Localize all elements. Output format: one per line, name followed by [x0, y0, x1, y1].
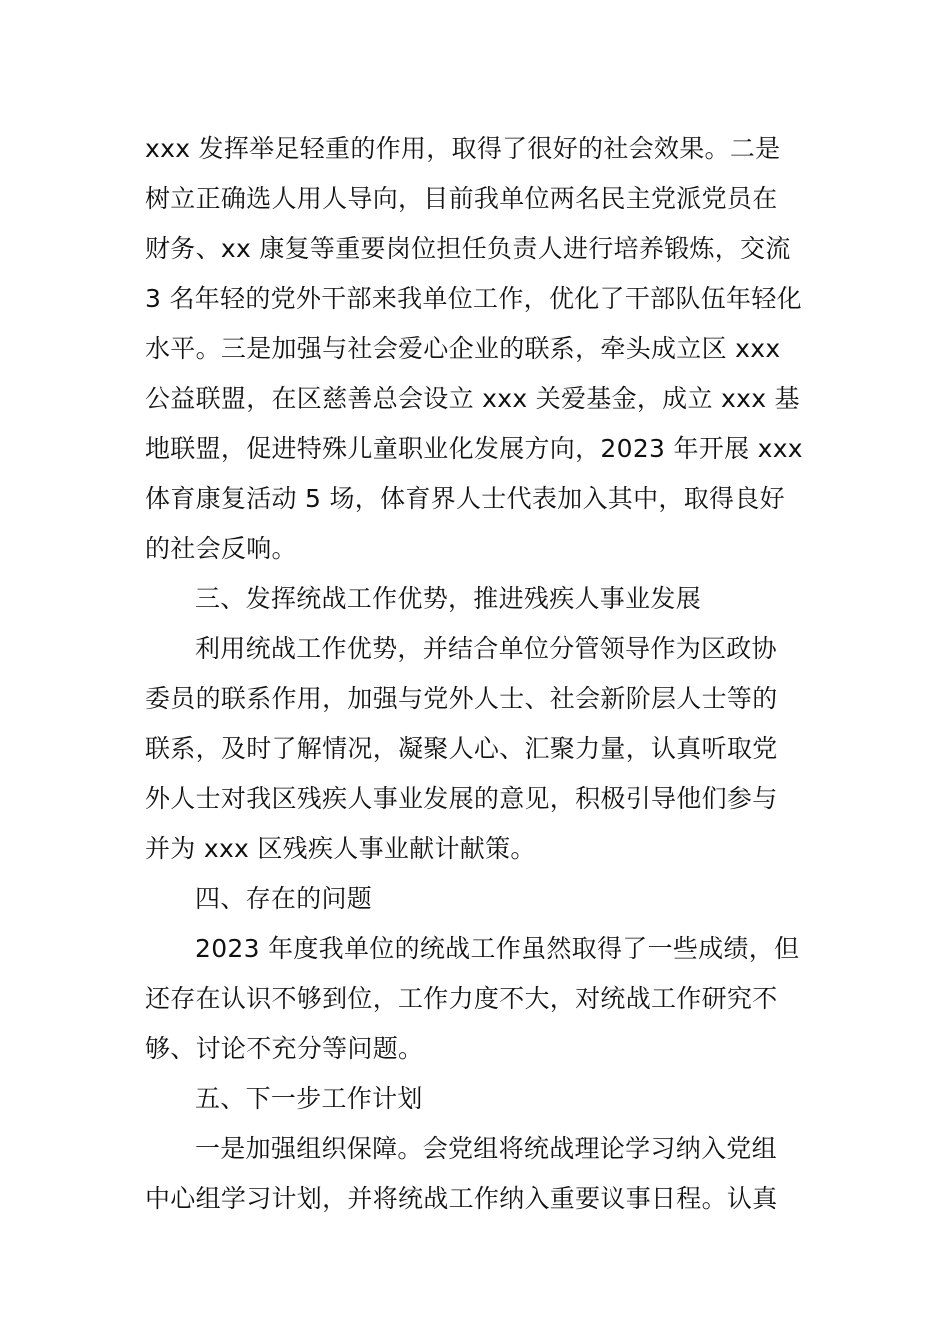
section-heading-5: 五、下一步工作计划	[195, 1084, 423, 1113]
text-line: 3 名年轻的党外干部来我单位工作，优化了干部队伍年轻化	[145, 284, 802, 313]
text-line: 联系，及时了解情况，凝聚人心、汇聚力量，认真听取党	[145, 734, 778, 763]
text-line: 够、讨论不充分等问题。	[145, 1034, 424, 1063]
text-line: 并为 xxx 区残疾人事业献计献策。	[145, 834, 536, 863]
text-line: 体育康复活动 5 场，体育界人士代表加入其中，取得良好	[145, 484, 785, 513]
text-line: 利用统战工作优势，并结合单位分管领导作为区政协	[195, 634, 777, 663]
text-line: 树立正确选人用人导向，目前我单位两名民主党派党员在	[145, 184, 778, 213]
section-heading-3: 三、发挥统战工作优势，推进残疾人事业发展	[195, 584, 702, 613]
text-line: 2023 年度我单位的统战工作虽然取得了一些成绩，但	[195, 934, 800, 963]
text-line: xxx 发挥举足轻重的作用，取得了很好的社会效果。二是	[145, 134, 781, 163]
text-line: 财务、xx 康复等重要岗位担任负责人进行培养锻炼，交流	[145, 234, 791, 263]
text-line: 中心组学习计划，并将统战工作纳入重要议事日程。认真	[145, 1184, 778, 1213]
text-line: 外人士对我区残疾人事业发展的意见，积极引导他们参与	[145, 784, 778, 813]
text-line: 的社会反响。	[145, 534, 297, 563]
text-line: 公益联盟，在区慈善总会设立 xxx 关爱基金，成立 xxx 基	[145, 384, 800, 413]
text-line: 地联盟，促进特殊儿童职业化发展方向，2023 年开展 xxx	[145, 434, 803, 463]
text-line: 水平。三是加强与社会爱心企业的联系，牵头成立区 xxx	[145, 334, 781, 363]
section-heading-4: 四、存在的问题	[195, 884, 373, 913]
text-line: 一是加强组织保障。会党组将统战理论学习纳入党组	[195, 1134, 777, 1163]
text-line: 委员的联系作用，加强与党外人士、社会新阶层人士等的	[145, 684, 778, 713]
text-line: 还存在认识不够到位，工作力度不大，对统战工作研究不	[145, 984, 778, 1013]
